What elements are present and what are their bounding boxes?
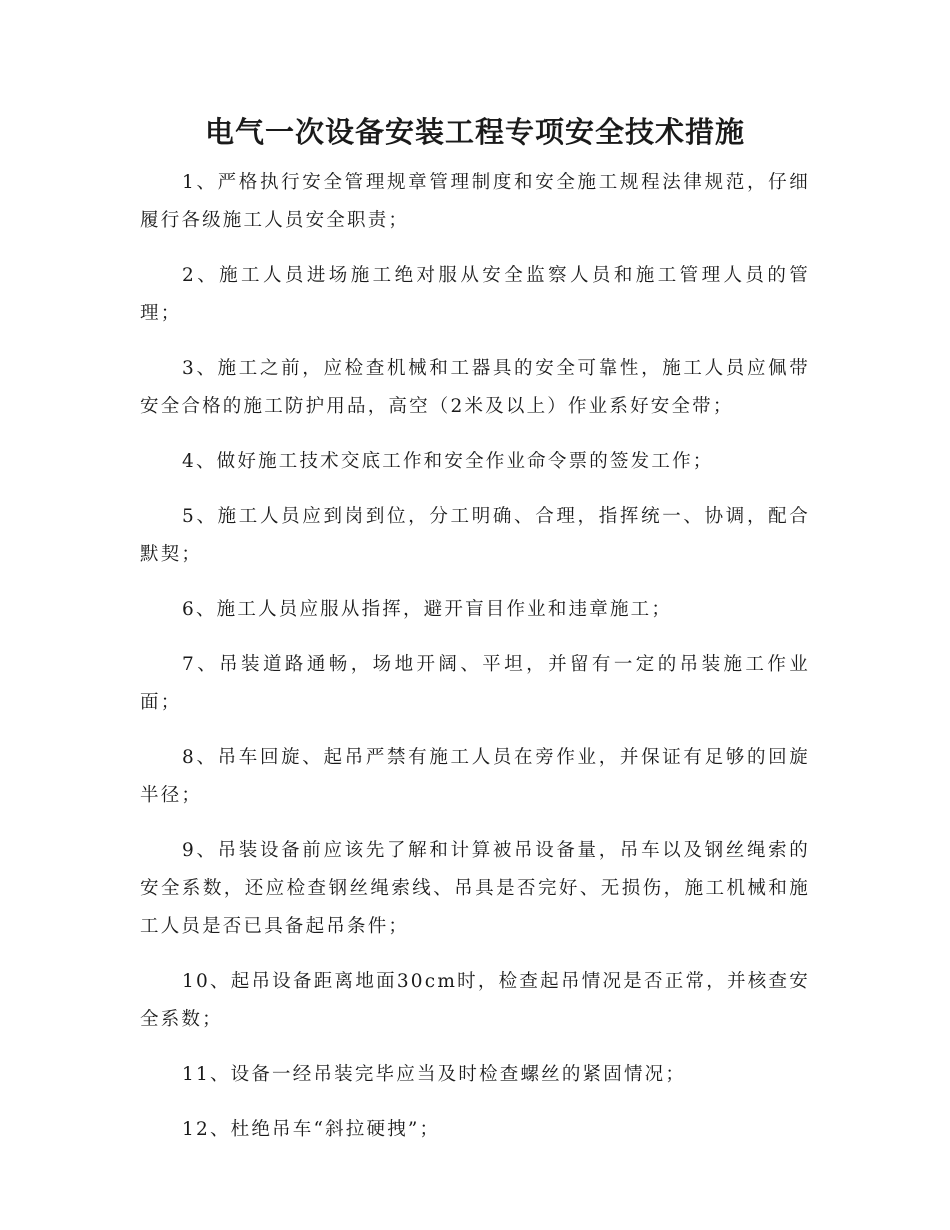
clause-item: 6、施工人员应服从指挥，避开盲目作业和违章施工； (182, 599, 673, 620)
clause-item: 3、施工之前，应检查机械和工器具的安全可靠性，施工人员应佩带安全合格的施工防护用品，高空（2米及以上）作业系好安全带； (140, 358, 810, 417)
clause-item: 1、严格执行安全管理规章管理制度和安全施工规程法律规范，仔细履行各级施工人员安全职责； (140, 172, 810, 231)
clause-item: 5、施工人员应到岗到位，分工明确、合理，指挥统一、协调，配合默契； (140, 506, 810, 565)
clause-item: 11、设备一经吊装完毕应当及时检查螺丝的紧固情况； (182, 1064, 687, 1085)
clause-list (140, 164, 810, 1166)
clause-item: 8、吊车回旋、起吊严禁有施工人员在旁作业，并保证有足够的回旋半径； (140, 747, 810, 806)
clause-item: 10、起吊设备距离地面30cm时，检查起吊情况是否正常，并核查安全系数； (140, 971, 810, 1030)
clause-item: 7、吊装道路通畅，场地开阔、平坦，并留有一定的吊装施工作业面； (140, 654, 810, 713)
document-title: 电气一次设备安装工程专项安全技术措施 (204, 115, 745, 149)
clause-item: 2、施工人员进场施工绝对服从安全监察人员和施工管理人员的管理； (140, 265, 810, 324)
clause-item: 9、吊装设备前应该先了解和计算被吊设备量，吊车以及钢丝绳索的安全系数，还应检查钢丝绳索线、吊具是否完好、无损伤，施工机械和施工人员是否已具备起吊条件； (140, 840, 810, 937)
clause-item: 4、做好施工技术交底工作和安全作业命令票的签发工作； (182, 451, 714, 472)
clause-item: 12、杜绝吊车“斜拉硬拽”； (182, 1119, 441, 1140)
